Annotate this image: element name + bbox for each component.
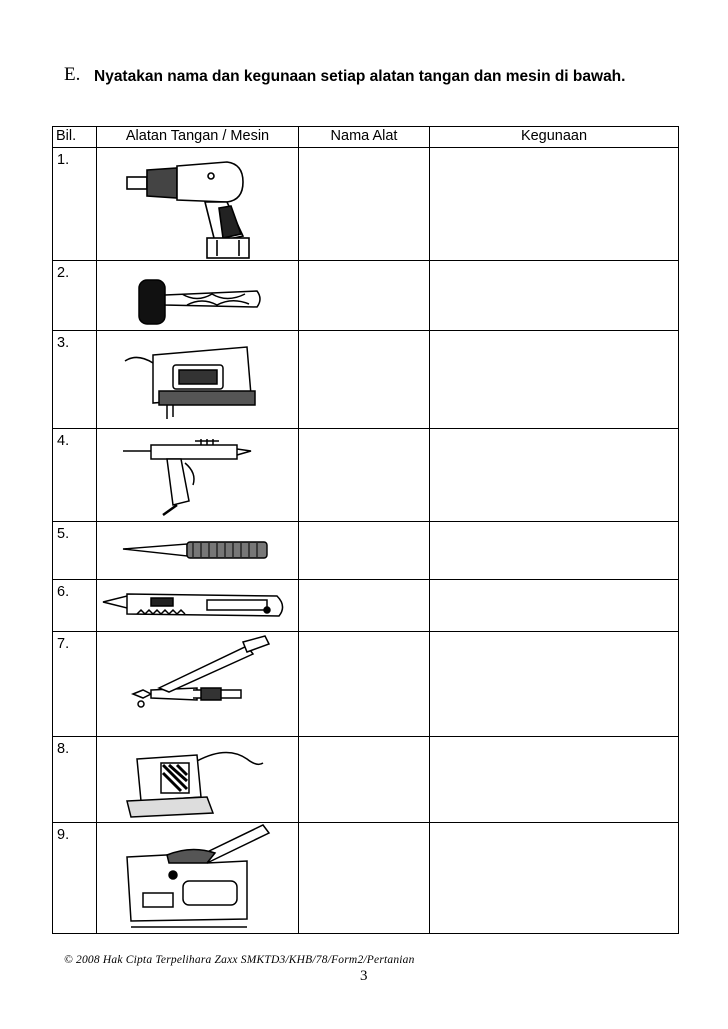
row-number: 2. [53,261,97,331]
answer-use-cell[interactable] [430,737,679,823]
tool-image-cell [97,148,299,261]
row-number: 9. [53,823,97,934]
tool-image-cell [97,632,299,737]
centre-punch-icon [97,522,297,580]
answer-use-cell[interactable] [430,261,679,331]
header-use: Kegunaan [430,127,679,148]
orbital-sander-icon [97,737,297,823]
answer-name-cell[interactable] [299,331,430,429]
answer-name-cell[interactable] [299,823,430,934]
section-letter: E. [64,64,81,85]
row-number: 6. [53,580,97,632]
row-number: 5. [53,522,97,580]
rivet-gun-icon [97,632,297,737]
table-row [53,580,679,632]
answer-use-cell[interactable] [430,823,679,934]
instruction-text: Nyatakan nama dan kegunaan setiap alatan tangan dan mesin di bawah. [94,68,626,85]
tool-image-cell [97,823,299,934]
tool-image-cell [97,737,299,823]
utility-knife-icon [97,580,297,632]
answer-name-cell[interactable] [299,148,430,261]
rubber-mallet-icon [97,261,297,331]
answer-name-cell[interactable] [299,632,430,737]
header-tool: Alatan Tangan / Mesin [97,127,299,148]
tool-image-cell [97,261,299,331]
header-name: Nama Alat [299,127,430,148]
table-row [53,331,679,429]
answer-use-cell[interactable] [430,148,679,261]
copyright-footer: © 2008 Hak Cipta Terpelihara Zaxx SMKTD3/KHB/78/Form2/Pertanian [64,954,415,966]
answer-use-cell[interactable] [430,580,679,632]
tool-image-cell [97,522,299,580]
answer-name-cell[interactable] [299,261,430,331]
page-number: 3 [360,968,368,984]
row-number: 8. [53,737,97,823]
answer-name-cell[interactable] [299,522,430,580]
table-row [53,522,679,580]
table-header-row [53,127,679,148]
worksheet-table [52,126,679,934]
header-bil: Bil. [53,127,97,148]
answer-name-cell[interactable] [299,580,430,632]
tool-image-cell [97,429,299,522]
row-number: 1. [53,148,97,261]
answer-name-cell[interactable] [299,429,430,522]
answer-use-cell[interactable] [430,429,679,522]
answer-use-cell[interactable] [430,632,679,737]
row-number: 4. [53,429,97,522]
answer-name-cell[interactable] [299,737,430,823]
row-number: 3. [53,331,97,429]
table-row [53,632,679,737]
jigsaw-icon [97,331,297,429]
glue-gun-icon [97,429,297,522]
row-number: 7. [53,632,97,737]
answer-use-cell[interactable] [430,331,679,429]
answer-use-cell[interactable] [430,522,679,580]
table-row [53,823,679,934]
cordless-drill-icon [97,148,297,260]
tool-image-cell [97,331,299,429]
staple-gun-icon [97,823,297,934]
table-row [53,737,679,823]
table-row [53,429,679,522]
tool-image-cell [97,580,299,632]
table-row [53,261,679,331]
table-row [53,148,679,261]
